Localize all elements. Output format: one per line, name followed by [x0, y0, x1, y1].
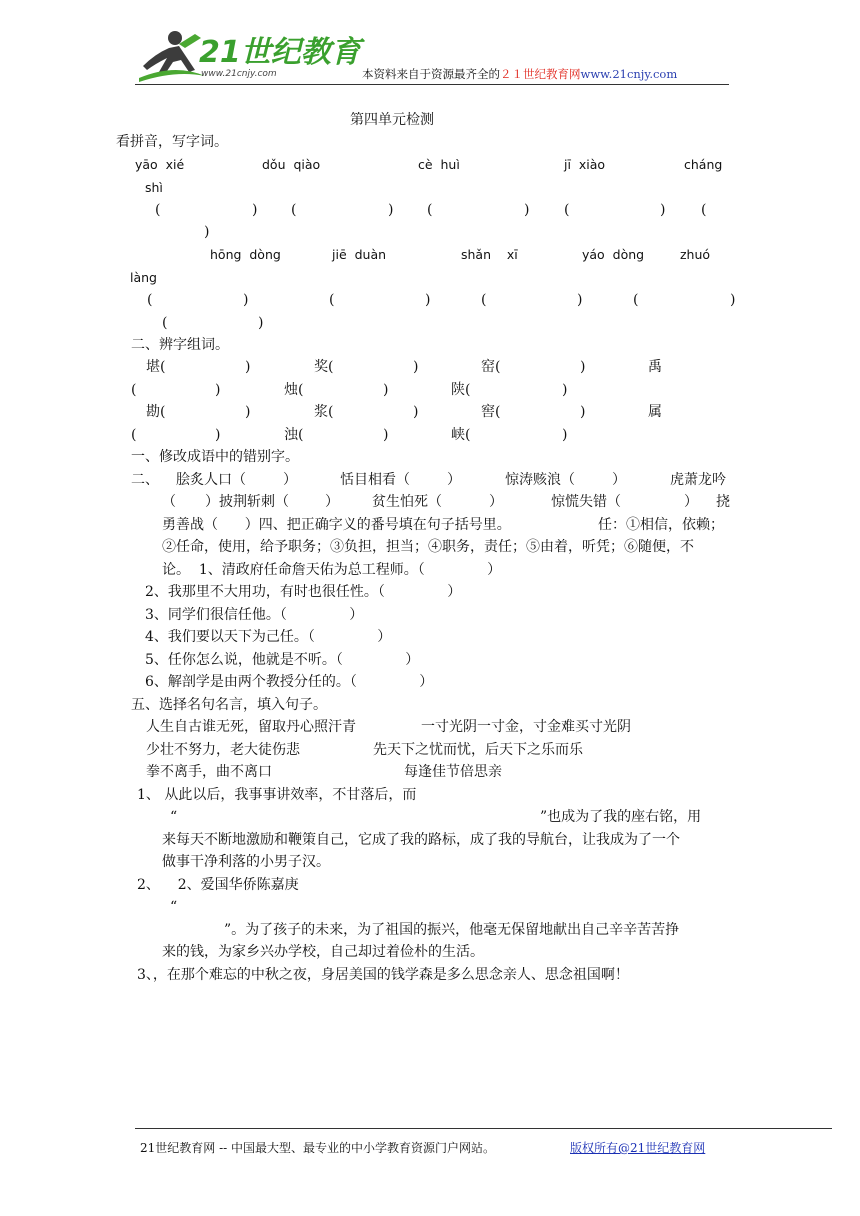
- blank-close: ): [245, 359, 251, 375]
- quote-option: 人生自古谁无死，留取丹心照汗青: [146, 719, 356, 735]
- section3-line3-right: 任：①相信，依赖；: [598, 517, 724, 533]
- word-item: 浆(: [314, 404, 334, 420]
- pinyin-6: hōng dòng: [210, 247, 281, 262]
- blank-open: （: [162, 494, 176, 510]
- word-item: 属: [648, 404, 662, 420]
- question-item: 2、我那里不大用功，有时也很任性。（ ）: [145, 584, 462, 600]
- quote-option: 拳不离手，曲不离口: [146, 764, 272, 780]
- copyright-link[interactable]: 版权所有@21世纪教育网: [570, 1141, 706, 1155]
- blank-close: ）: [447, 472, 461, 488]
- blank-close: ): [383, 427, 389, 443]
- pinyin-9: yáo dòng: [582, 247, 645, 262]
- blank-open: (: [633, 292, 639, 308]
- blank-close: ): [413, 359, 419, 375]
- page-title: 第四单元检测: [350, 112, 434, 128]
- pinyin-3: cè huì: [418, 157, 460, 172]
- section3-line5: 论。 1、清政府任命詹天佑为总工程师。（ ）: [162, 562, 502, 578]
- blank-close: ): [215, 382, 221, 398]
- blank-close: ): [730, 292, 736, 308]
- blank-open: (: [147, 292, 153, 308]
- word-item: 窖(: [481, 404, 501, 420]
- blank-open: (: [131, 427, 137, 443]
- word-item: 堪(: [146, 359, 166, 375]
- pinyin-5b: shì: [145, 180, 163, 195]
- pinyin-8: shǎn xī: [461, 247, 518, 262]
- quote-option: 一寸光阴一寸金，寸金难买寸光阴: [421, 719, 631, 735]
- section5-heading: 五、选择名句名言，填入句子。: [131, 697, 327, 713]
- blank-close: ): [524, 202, 530, 218]
- idiom-item: 挠: [716, 494, 730, 510]
- blank-close: ): [562, 382, 568, 398]
- blank-close: ): [388, 202, 394, 218]
- blank-close: ): [204, 224, 210, 240]
- q2-open-quote: “: [170, 899, 178, 915]
- quote-option: 每逢佳节倍思亲: [404, 764, 502, 780]
- pinyin-1: yāo xié: [135, 157, 185, 172]
- pinyin-5: cháng: [684, 157, 723, 172]
- question-item: 6、解剖学是由两个教授分任的。（ ）: [145, 674, 434, 690]
- blank-open: (: [481, 292, 487, 308]
- q1-open-quote: “: [170, 809, 178, 825]
- idiom-item: 脍炙人口（: [176, 472, 246, 488]
- blank-close: ): [243, 292, 249, 308]
- idiom-item: 贫生怕死（: [372, 494, 442, 510]
- question-item: 3、同学们很信任他。（ ）: [145, 607, 364, 623]
- footer-divider: [135, 1128, 832, 1129]
- section3-heading: 一、修改成语中的错别字。: [131, 449, 299, 465]
- header-divider: [135, 84, 729, 85]
- word-item: 窑(: [481, 359, 501, 375]
- blank-close: ）: [612, 472, 626, 488]
- blank-close: ）: [283, 472, 297, 488]
- section2-heading: 二、辨字组词。: [131, 337, 229, 353]
- word-item: 勘(: [146, 404, 166, 420]
- pinyin-2: dǒu qiào: [262, 157, 321, 172]
- pinyin-7: jiē duàn: [332, 247, 387, 262]
- blank-close: ): [562, 427, 568, 443]
- blank-close: ）: [489, 494, 503, 510]
- blank-open: (: [701, 202, 707, 218]
- idiom-item: 惊慌失错（: [551, 494, 621, 510]
- question-item: 5、任你怎么说，他就是不听。（ ）: [145, 652, 420, 668]
- section3-prefix: 二、: [131, 472, 159, 488]
- pinyin-10: zhuó: [680, 247, 711, 262]
- q2-line3: ”。为了孩子的未来，为了祖国的振兴，他毫无保留地献出自己辛辛苦苦挣: [224, 922, 680, 938]
- logo-url: www.21cnjy.com: [201, 69, 277, 79]
- blank-open: (: [155, 202, 161, 218]
- blank-close: ): [258, 315, 264, 331]
- blank-close: ): [580, 359, 586, 375]
- word-item: 峡(: [451, 427, 471, 443]
- blank-open: (: [329, 292, 335, 308]
- q2-line1: 2、 2、爱国华侨陈嘉庚: [137, 877, 299, 893]
- q1-line3: 来每天不断地激励和鞭策自己，它成了我的路标，成了我的导航台，让我成为了一个: [162, 832, 680, 848]
- idiom-item: 虎萧龙吟: [670, 472, 726, 488]
- idiom-item: 惊涛赅浪（: [505, 472, 575, 488]
- blank-open: (: [162, 315, 168, 331]
- section3-line3: 勇善战（ ）四、把正确字义的番号填在句子括号里。: [162, 517, 511, 533]
- blank-open: (: [291, 202, 297, 218]
- word-item: 陕(: [451, 382, 471, 398]
- blank-close: ): [383, 382, 389, 398]
- blank-close: ): [413, 404, 419, 420]
- pinyin-4: jī xiào: [564, 157, 606, 172]
- blank-close: ）: [684, 494, 698, 510]
- q3-line: 3、，在那个难忘的中秋之夜，身居美国的钱学森是多么思念亲人、思念祖国啊！: [137, 967, 629, 983]
- idiom-item: ）披荆斩刺（: [205, 494, 289, 510]
- question-item: 4、我们要以天下为己任。（ ）: [145, 629, 392, 645]
- q1-line4: 做事干净利落的小男子汉。: [162, 854, 330, 870]
- blank-open: (: [427, 202, 433, 218]
- word-item: 烛(: [284, 382, 304, 398]
- word-item: 奖(: [314, 359, 334, 375]
- quote-option: 少壮不努力，老大徒伤悲: [146, 742, 300, 758]
- word-item: 浊(: [284, 427, 304, 443]
- header-note: 本资料来自于资源最齐全的２１世纪教育网www.21cnjy.com: [362, 67, 678, 81]
- quote-option: 先天下之忧而忧，后天下之乐而乐: [373, 742, 583, 758]
- blank-close: ): [245, 404, 251, 420]
- q1-line1: 1、 从此以后，我事事讲效率，不甘落后，而: [137, 787, 417, 803]
- section3-line4: ②任命，使用，给予职务；③负担，担当；④职务，责任；⑤由着，听凭；⑥随便，不: [162, 539, 694, 555]
- pinyin-10b: làng: [130, 270, 157, 285]
- word-item: 禹: [648, 359, 662, 375]
- section1-heading: 看拼音，写字词。: [116, 134, 228, 150]
- site-logo: [135, 18, 361, 88]
- blank-close: ): [425, 292, 431, 308]
- idiom-item: 恬目相看（: [340, 472, 410, 488]
- blank-close: ): [252, 202, 258, 218]
- q2-line4: 来的钱，为家乡兴办学校，自己却过着俭朴的生活。: [162, 944, 484, 960]
- blank-close: ）: [325, 494, 339, 510]
- blank-close: ): [577, 292, 583, 308]
- blank-close: ): [580, 404, 586, 420]
- blank-close: ): [660, 202, 666, 218]
- blank-open: (: [131, 382, 137, 398]
- q1-line2: ”也成为了我的座右铭，用: [540, 809, 702, 825]
- logo-text: 21世纪教育: [199, 35, 361, 70]
- blank-open: (: [564, 202, 570, 218]
- blank-close: ): [215, 427, 221, 443]
- footer-text: 21世纪教育网 -- 中国最大型、最专业的中小学教育资源门户网站。: [140, 1141, 496, 1155]
